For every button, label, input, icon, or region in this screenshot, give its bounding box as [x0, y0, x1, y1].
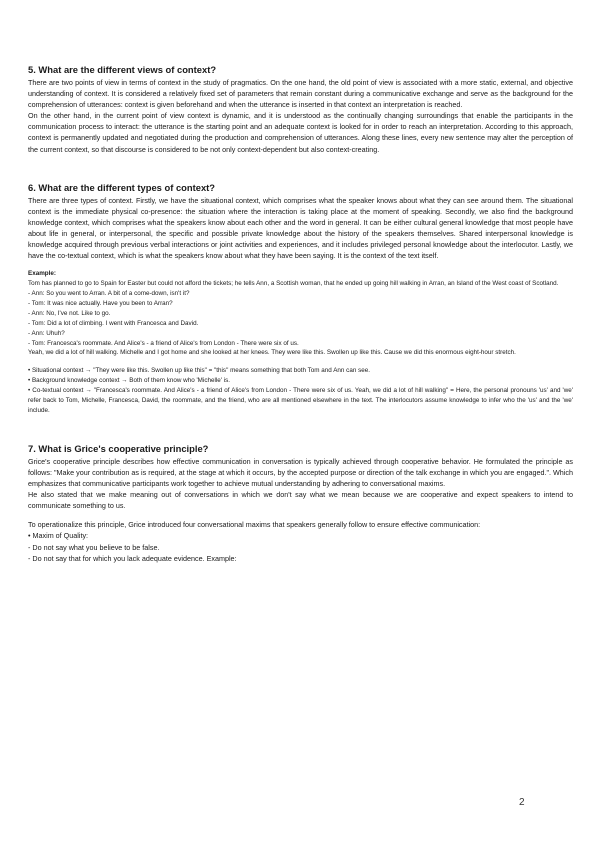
- maxim-line: - Do not say that for which you lack adequate evidence. Example:: [28, 553, 237, 563]
- section-7: [28, 443, 573, 564]
- context-bullets: [28, 366, 573, 416]
- section-5: [28, 64, 573, 155]
- maxims-intro: To operationalize this principle, Grice introduced four conversational maxims that speakers generally follow to ensure effective communication:: [28, 520, 481, 530]
- spacer: [28, 511, 573, 519]
- example-title: Example:: [28, 270, 56, 278]
- dialogue-line: - Tom: Francesca's roommate. And Alice's - a friend of Alice's from London - There were six of us.: [28, 339, 299, 347]
- section-5-paragraph-1: There are two points of view in terms of context in the study of pragmatics. On the one hand, the old point of view is associated with a more static, external, and objective understanding of context. It is considered a relatively fixed set of parameters that remain constant during a communicative exchange and serve as the background for the comprehension of utterances: context is given beforehand and when the utterance is inserted in that context an interpretation is reached.: [28, 78, 573, 110]
- bullet-background: • Background knowledge context → Both of them know who 'Michelle' is.: [28, 377, 231, 385]
- dialogue-line: - Tom: Did a lot of climbing. I went with Francesca and David.: [28, 319, 199, 327]
- dialogue-line: Yeah, we did a lot of hill walking. Michelle and I got home and she looked at her knees. They were like this. Swollen up like this. Cause we did this enormous eight-hour stretch.: [28, 349, 516, 357]
- section-6-heading: 6. What are the different types of context?: [28, 181, 216, 193]
- dialogue-line: - Tom: It was nice actually. Have you been to Arran?: [28, 299, 173, 307]
- section-5-heading: 5. What are the different views of context?: [28, 64, 217, 75]
- maxim-line: • Maxim of Quality:: [28, 531, 89, 541]
- maxim-line: - Do not say what you believe to be false.: [28, 542, 160, 552]
- section-6-paragraph: There are three types of context. Firstly, we have the situational context, which comprises what the speaker knows about what they can see around them. The situational context is the immediate physical co-presence: the situation where the interaction is taking place at the moment of speaking. Secondly, we also find the background knowledge context, which comprises what the speakers know about each other and the word in general. It can be either cultural general knowledge that most people have about life in general, or interpersonal, the specific and possible private knowledge about the history of the speakers themselves. Shared interpersonal knowledge is knowledge acquired through previous verbal interactions or joint activities and experiences, and it includes privileged personal knowledge about the interlocutor. Lastly, we have the co-textual context, which is what the speakers know about what they have been saying. It is the context of the text itself.: [28, 195, 573, 261]
- example-intro: Tom has planned to go to Spain for Easter but could not afford the tickets; he tells Ann, a Scottish woman, that he ended up going hill walking in Arran, an Island of the West coast of Scotland.: [28, 280, 559, 288]
- bullet-situational: • Situational context → "They were like this. Swollen up like this" = "this" means something that both Tom and Ann can see.: [28, 367, 370, 375]
- section-7-heading: 7. What is Grice's cooperative principle?: [28, 442, 209, 454]
- bullet-cotextual: • Co-textual context → "Francesca's roommate. And Alice's - a friend of Alice's from London - There were six of us. Yeah, we did a lot of hill walking" = Here, the personal pronouns 'us' and 'we' refer back to Tom, Michelle, Francesca, David, the roommate, and the friend, who are all mentioned elsewhere in the text. The interlocutors assume knowledge to infer who the 'us' and the 'we' include.: [28, 387, 573, 414]
- dialogue-line: - Ann: So you went to Arran. A bit of a come-down, isn't it?: [28, 290, 190, 298]
- section-7-paragraph-1: Grice's cooperative principle describes how effective communication in conversation is typically achieved through cooperative behavior. He formulated the principle as follows: "Make your contribution as is required, at the stage at which it occurs, by the accepted purpose or direction of the talk exchange in which you are engaged.". Which emphasizes that communicative participants work together to achieve mutual understanding by adhering to conversational maxims.: [28, 456, 573, 489]
- section-6: [28, 182, 573, 416]
- section-7-paragraph-2: He also stated that we make meaning out of conversations in which we don't say what we mean because we are cooperative and expect speakers to intend to communicate something to us.: [28, 490, 573, 511]
- dialogue-line: - Ann: Uhuh?: [28, 329, 65, 337]
- page-number: 2: [519, 797, 525, 808]
- section-5-paragraph-2: On the other hand, in the current point of view context is dynamic, and it is understood as the continually changing surroundings that enable the participants in the communication process to interact: the utterance is the starting point and an adequate context is looked for in order to reach an interpretation. According to this approach, context is permanently updated and negotiated during the production and comprehension of utterances. Along these lines, every new sentence may alter the perception of the current context, so that discourse is considered to be not only context-dependent but also context-creating.: [28, 111, 573, 154]
- dialogue-line: - Ann: No, I've not. Like to go.: [28, 309, 111, 317]
- document-page: [28, 64, 573, 564]
- example-dialogue: [28, 289, 573, 358]
